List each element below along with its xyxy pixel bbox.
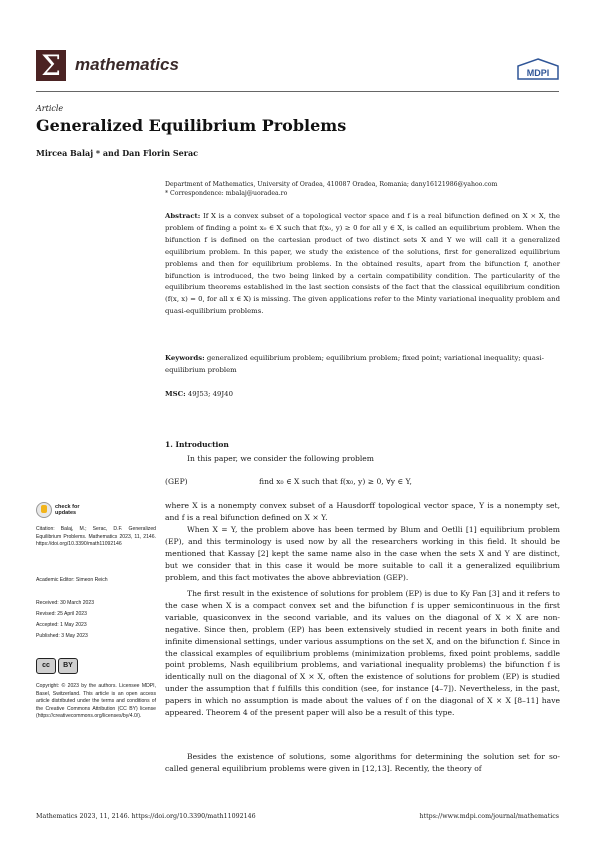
date-published: Published: 3 May 2023	[36, 633, 88, 639]
journal-name[interactable]: mathematics	[75, 55, 179, 74]
paragraph: When X = Y, the problem above has been termed by Blum and Oetlli [1] equilibrium problem (EP), and this terminology is used now by all the researchers working in this field. It should be mentioned that Kassay [2] kept the same name also in the case when the sets X and Y are distinct, but we consider that in this case it would be more suitable to call it a generalized equilibrium problem, and this fact motivates the above abbreviation (GEP).	[165, 525, 560, 582]
author-list[interactable]: Mircea Balaj * and Dan Florin Serac	[36, 148, 199, 158]
intro-paragraph: In this paper, we consider the following problem	[187, 454, 375, 463]
paragraph: The first result in the existence of solutions for problem (EP) is due to Ky Fan [3] and it refers to the case when X is a compact convex set and the bifunction f is upper semicontinuous in the first variable, quasiconvex in the second variable, and its values on the diagonal of X × X are non-negative. Since then, problem (EP) has been extensively studied in recent years in both finite and infinite dimensional settings, under various assumptions on the set X, and on the bifunction f. Since in the classical examples of equilibrium problems (minimization problems, fixed point problems, saddle point problems, Nash equilibrium problems, and variational inequality problems) the bifunction f is identically null on the diagonal of X × X, often the existence of solutions for problem (EP) is studied under the assumption that f fulfills this condition (see, for instance [4–7]). Nevertheless, in the past, papers in which no assumption is made about the values of f on the diagonal of X × X [8–11] have appeared. Theorem 4 of the present paper will also be a result of this type.	[165, 589, 560, 718]
header-divider	[36, 91, 559, 92]
correspondence: * Correspondence: mbalaj@uoradea.ro	[165, 190, 288, 197]
paragraph: where X is a nonempty convex subset of a Hausdorff topological vector space, Y is a nonempty set, and f is a real bifunction defined on X × Y.	[165, 501, 560, 522]
paragraph: Besides the existence of solutions, some algorithms for determining the solution set for so-called general equilibrium problems were given in [12,13]. Recently, the theory of	[165, 752, 560, 773]
cc-license-badge[interactable]	[36, 658, 80, 674]
affiliation: Department of Mathematics, University of Oradea, 410087 Oradea, Romania; dany16121986@yahoo.com	[165, 181, 498, 188]
msc-codes: 49J53; 49J40	[187, 390, 233, 398]
academic-editor: Academic Editor: Simeon Reich	[36, 577, 108, 583]
gep-equation	[165, 477, 560, 486]
mdpi-logo[interactable]	[516, 58, 560, 80]
badge-line-2: updates	[55, 510, 77, 516]
cc-icon: cc	[36, 658, 56, 674]
msc-label: MSC:	[165, 390, 186, 398]
keywords	[165, 353, 560, 377]
gep-formula: find x₀ ∈ X such that f(x₀, y) ≥ 0, ∀y ∈ Y,	[259, 477, 412, 486]
copyright-notice: Copyright: © 2023 by the authors. Licensee MDPI, Basel, Switzerland. This article is an open access article distributed under the terms and conditions of the Creative Commons Attribution (CC BY) license (https://creativecommons.org/licenses/by/4.0/).	[36, 683, 156, 719]
affiliation-block	[165, 180, 565, 198]
keywords-text: generalized equilibrium problem; equilibrium problem; fixed point; variational inequality; quasi-equilibrium problem	[165, 354, 544, 374]
footer-journal-url[interactable]: https://www.mdpi.com/journal/mathematics	[419, 813, 559, 820]
mdpi-logo-text: MDPI	[526, 68, 550, 78]
section-heading: 1. Introduction	[165, 440, 229, 449]
footer-citation[interactable]: Mathematics 2023, 11, 2146. https://doi.org/10.3390/math11092146	[36, 813, 256, 820]
keywords-label: Keywords:	[165, 354, 205, 362]
gep-label: (GEP)	[165, 477, 188, 486]
by-icon: BY	[58, 658, 78, 674]
journal-logo: Σ	[36, 50, 66, 81]
citation: Citation: Balaj, M.; Serac, D.F. Generalized Equilibrium Problems. Mathematics 2023, 11, 2146. https://doi.org/10.3390/math11092146	[36, 526, 156, 547]
article-title: Generalized Equilibrium Problems	[36, 116, 347, 135]
date-revised: Revised: 25 April 2023	[36, 611, 87, 617]
msc	[165, 390, 233, 398]
abstract-label: Abstract:	[165, 212, 201, 220]
date-received: Received: 30 March 2023	[36, 600, 95, 606]
abstract	[165, 211, 560, 318]
abstract-text: If X is a convex subset of a topological vector space and f is a real bifunction defined on X × X, the problem of finding a point x₀ ∈ X such that f(x₀, y) ≥ 0 for all y ∈ X, is called an equilibrium problem. When the bifunction f is defined on the cartesian product of two distinct sets X and Y we will call it a generalized equilibrium problem. In this paper, we study the existence of the solutions, first for generalized equilibrium problems and then for equilibrium problems. In the obtained results, apart from the bifunction f, another bifunction is introduced, the two being linked by a certain compatibility condition. The particularity of the equilibrium theorems established in the last section consists of the fact that the classical equilibrium condition (f(x, x) = 0, for all x ∈ X) is missing. The given applications refer to the Minty variational inequality problem and quasi-equilibrium problems.	[165, 212, 560, 316]
update-icon	[36, 502, 52, 518]
check-for-updates-badge[interactable]	[36, 502, 79, 518]
article-type: Article	[36, 104, 64, 113]
badge-line-1: check for	[55, 504, 80, 510]
date-accepted: Accepted: 1 May 2023	[36, 622, 87, 628]
